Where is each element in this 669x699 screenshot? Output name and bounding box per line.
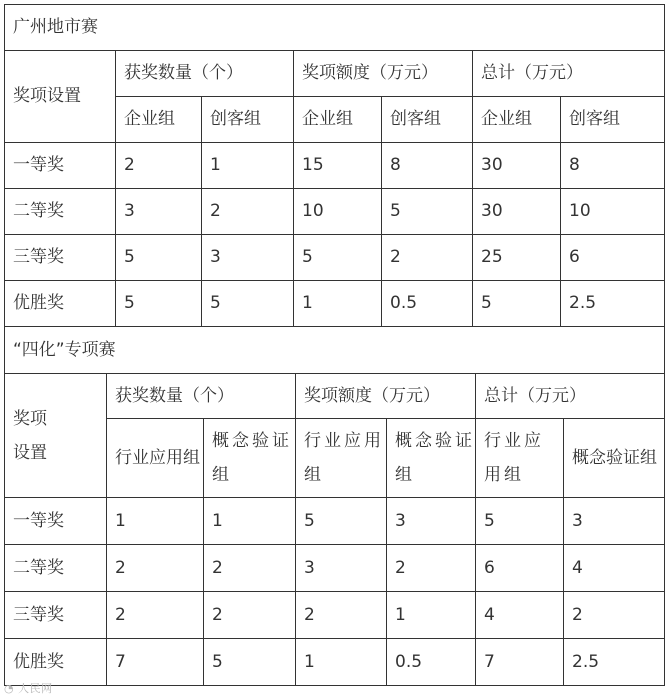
- table-cell: 5: [294, 235, 382, 281]
- table-row: [5, 143, 665, 189]
- row-header-text: 奖项设置: [13, 408, 47, 463]
- table-cell: 10: [294, 189, 382, 235]
- table-cell: 2: [202, 189, 294, 235]
- table-four-modernization: [4, 326, 665, 686]
- group-header-row: [5, 51, 665, 97]
- table-cell: 2: [382, 235, 473, 281]
- sub-header-cell: 行业应用组: [296, 419, 387, 498]
- table-cell: 2: [204, 592, 296, 639]
- watermark-text: 人民网: [18, 682, 53, 695]
- table-cell: 5: [204, 639, 296, 686]
- table-row: [5, 189, 665, 235]
- table-cell: 8: [561, 143, 665, 189]
- table-cell: 0.5: [382, 281, 473, 327]
- table-cell: 2: [296, 592, 387, 639]
- table-cell: 5: [476, 498, 564, 545]
- row-label: 优胜奖: [5, 281, 116, 327]
- table-cell: 2: [116, 143, 202, 189]
- table-cell: 15: [294, 143, 382, 189]
- table-cell: 1: [296, 639, 387, 686]
- table-cell: 6: [561, 235, 665, 281]
- table-cell: 1: [387, 592, 476, 639]
- row-label: 一等奖: [5, 143, 116, 189]
- row-label: 一等奖: [5, 498, 107, 545]
- group-header-row: [5, 374, 665, 419]
- watermark: [4, 680, 53, 696]
- row-label: 二等奖: [5, 189, 116, 235]
- table-cell: 5: [296, 498, 387, 545]
- sub-header-cell: 创客组: [382, 97, 473, 143]
- sub-header-cell: 概念验证组: [387, 419, 476, 498]
- group-header-amount: 奖项额度（万元）: [296, 374, 476, 419]
- table-cell: 8: [382, 143, 473, 189]
- table-cell: 1: [204, 498, 296, 545]
- table-cell: 30: [473, 143, 561, 189]
- table-row: [5, 281, 665, 327]
- sub-header-cell: 创客组: [202, 97, 294, 143]
- table-cell: 3: [202, 235, 294, 281]
- table-title-row: [5, 327, 665, 374]
- table-cell: 1: [202, 143, 294, 189]
- table-cell: 30: [473, 189, 561, 235]
- table-cell: 25: [473, 235, 561, 281]
- group-header-amount: 奖项额度（万元）: [294, 51, 473, 97]
- table-cell: 0.5: [387, 639, 476, 686]
- table-cell: 2: [564, 592, 665, 639]
- group-header-count: 获奖数量（个）: [107, 374, 296, 419]
- table-cell: 6: [476, 545, 564, 592]
- table-cell: 2: [107, 545, 204, 592]
- table-cell: 2: [107, 592, 204, 639]
- table-row: [5, 592, 665, 639]
- table-cell: 1: [107, 498, 204, 545]
- table-cell: 5: [202, 281, 294, 327]
- sub-header-cell: 企业组: [473, 97, 561, 143]
- table-cell: 5: [473, 281, 561, 327]
- table-cell: 2.5: [561, 281, 665, 327]
- table-cell: 7: [107, 639, 204, 686]
- table-cell: 5: [116, 235, 202, 281]
- row-label: 二等奖: [5, 545, 107, 592]
- sub-header-cell: 企业组: [116, 97, 202, 143]
- table-cell: 2: [204, 545, 296, 592]
- group-header-total: 总计（万元）: [476, 374, 665, 419]
- table-cell: 5: [382, 189, 473, 235]
- sub-header-cell: 概念验证组: [564, 419, 665, 498]
- table-row: [5, 545, 665, 592]
- sub-header-cell: 行业应用组: [476, 419, 564, 498]
- group-header-count: 获奖数量（个）: [116, 51, 294, 97]
- sub-header-cell: 行业应用组: [107, 419, 204, 498]
- sub-header-cell: 企业组: [294, 97, 382, 143]
- table-row: [5, 639, 665, 686]
- watermark-logo-icon: ◔: [4, 682, 19, 695]
- table-guangzhou-city: [4, 4, 665, 327]
- table-cell: 1: [294, 281, 382, 327]
- group-header-total: 总计（万元）: [473, 51, 665, 97]
- row-label: 优胜奖: [5, 639, 107, 686]
- sub-header-cell: 创客组: [561, 97, 665, 143]
- award-tables: [4, 4, 664, 686]
- table-cell: 7: [476, 639, 564, 686]
- table-cell: 3: [564, 498, 665, 545]
- sub-header-cell: 概念验证组: [204, 419, 296, 498]
- table-cell: 2: [387, 545, 476, 592]
- table-row: [5, 235, 665, 281]
- table-cell: 5: [116, 281, 202, 327]
- row-label: 三等奖: [5, 235, 116, 281]
- table-cell: 4: [476, 592, 564, 639]
- row-label: 三等奖: [5, 592, 107, 639]
- table-cell: 4: [564, 545, 665, 592]
- table-cell: 2.5: [564, 639, 665, 686]
- table-title: 广州地市赛: [5, 5, 665, 51]
- table-cell: 3: [387, 498, 476, 545]
- table-title: “四化”专项赛: [5, 327, 665, 374]
- row-header-cell: 奖项设置: [5, 51, 116, 143]
- row-header-cell: [5, 374, 107, 498]
- table-title-row: [5, 5, 665, 51]
- table-cell: 3: [116, 189, 202, 235]
- table-cell: 3: [296, 545, 387, 592]
- table-cell: 10: [561, 189, 665, 235]
- table-row: [5, 498, 665, 545]
